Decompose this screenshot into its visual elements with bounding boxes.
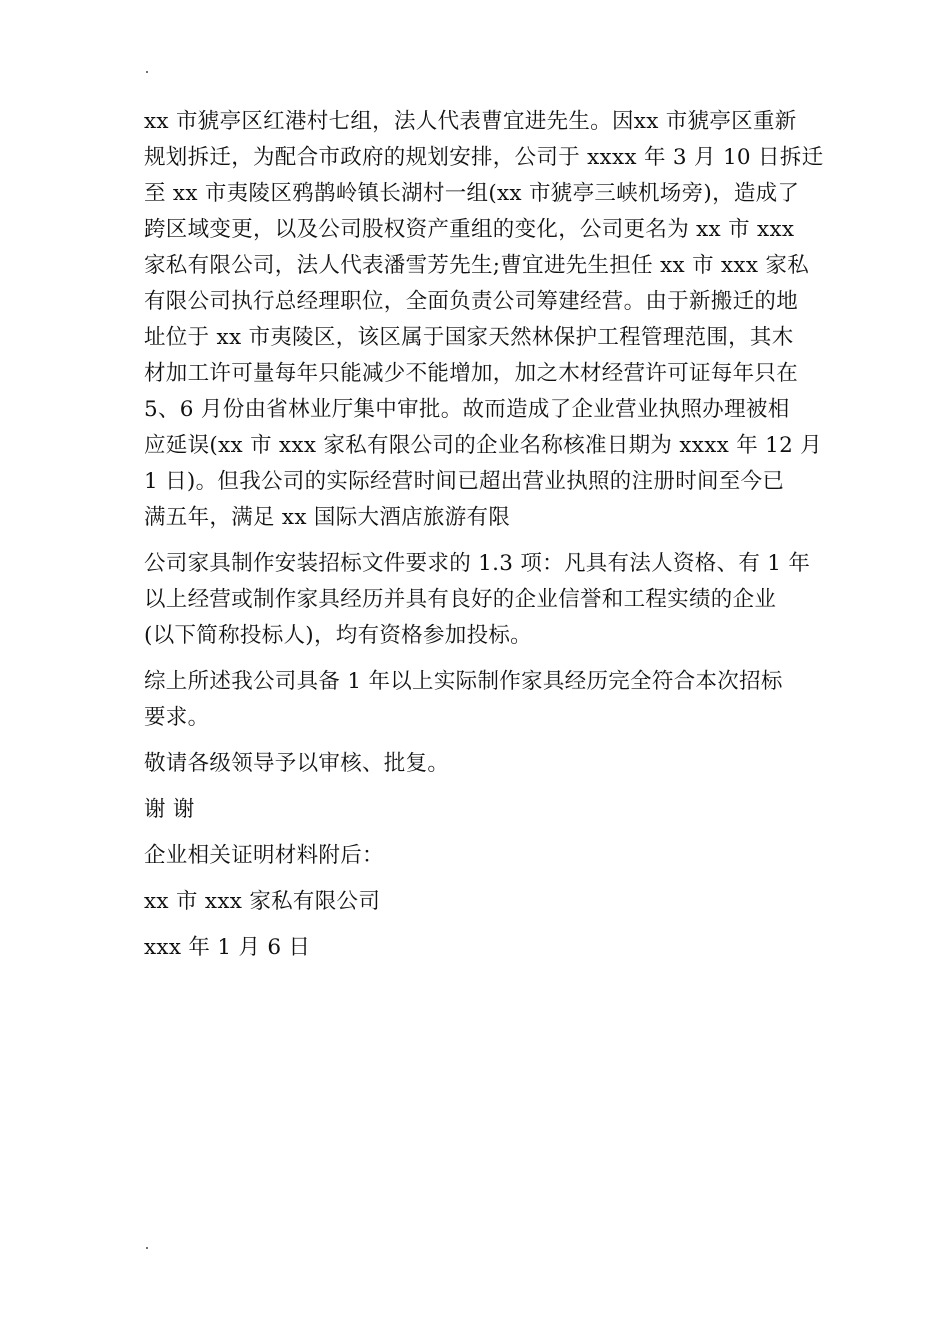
body-paragraph bbox=[144, 104, 824, 536]
body-line: 至 xx 市夷陵区鸦鹊岭镇长湖村一组(xx 市猇亭三峡机场旁)，造成了 bbox=[144, 181, 800, 206]
body-line: 规划拆迁，为配合市政府的规划安排，公司于 xxxx 年 3 月 10 日拆迁 bbox=[144, 145, 824, 170]
signature-date-paragraph bbox=[144, 930, 809, 966]
thanks-line: 谢 谢 bbox=[144, 797, 195, 822]
body-line: 有限公司执行总经理职位，全面负责公司筹建经营。由于新搬迁的地 bbox=[144, 289, 799, 314]
body-line: 家私有限公司，法人代表潘雪芳先生;曹宜进先生担任 xx 市 xxx 家私 bbox=[144, 253, 810, 278]
conclusion-paragraph bbox=[144, 664, 809, 736]
requirement-line: 以上经营或制作家具经历并具有良好的企业信誉和工程实绩的企业 bbox=[144, 587, 777, 612]
body-line: 材加工许可量每年只能减少不能增加，加之木材经营许可证每年只在 bbox=[144, 361, 799, 386]
signature-company: xx 市 xxx 家私有限公司 bbox=[144, 889, 381, 914]
body-line: 应延误(xx 市 xxx 家私有限公司的企业名称核准日期为 xxxx 年 12 月 bbox=[144, 433, 823, 458]
requirement-line: (以下简称投标人)，均有资格参加投标。 bbox=[144, 623, 532, 648]
body-line: 址位于 xx 市夷陵区，该区属于国家天然林保护工程管理范围，其木 bbox=[144, 325, 794, 350]
signature-company-paragraph bbox=[144, 884, 809, 920]
body-line: xx 市猇亭区红港村七组，法人代表曹宜进先生。因xx 市猇亭区重新 bbox=[144, 109, 797, 134]
request-line: 敬请各级领导予以审核、批复。 bbox=[144, 751, 450, 776]
document-page bbox=[144, 104, 824, 976]
attachment-note-line: 企业相关证明材料附后： bbox=[144, 843, 384, 868]
request-paragraph bbox=[144, 746, 809, 782]
conclusion-line: 要求。 bbox=[144, 705, 210, 730]
requirement-line: 公司家具制作安装招标文件要求的 1.3 项：凡具有法人资格、有 1 年 bbox=[144, 551, 811, 576]
conclusion-line: 综上所述我公司具备 1 年以上实际制作家具经历完全符合本次招标 bbox=[144, 669, 783, 694]
requirement-paragraph bbox=[144, 546, 809, 654]
thanks-paragraph bbox=[144, 792, 809, 828]
signature-date: xxx 年 1 月 6 日 bbox=[144, 935, 311, 960]
attachment-note-paragraph bbox=[144, 838, 809, 874]
body-line: 跨区域变更，以及公司股权资产重组的变化，公司更名为 xx 市 xxx bbox=[144, 217, 795, 242]
body-line: 5、6 月份由省林业厅集中审批。故而造成了企业营业执照办理被相 bbox=[144, 397, 790, 422]
body-line: 1 日)。但我公司的实际经营时间已超出营业执照的注册时间至今已 bbox=[144, 469, 785, 494]
body-line: 满五年，满足 xx 国际大酒店旅游有限 bbox=[144, 505, 511, 530]
page-corner-mark-top bbox=[146, 71, 148, 73]
page-corner-mark-bottom bbox=[146, 1247, 148, 1249]
